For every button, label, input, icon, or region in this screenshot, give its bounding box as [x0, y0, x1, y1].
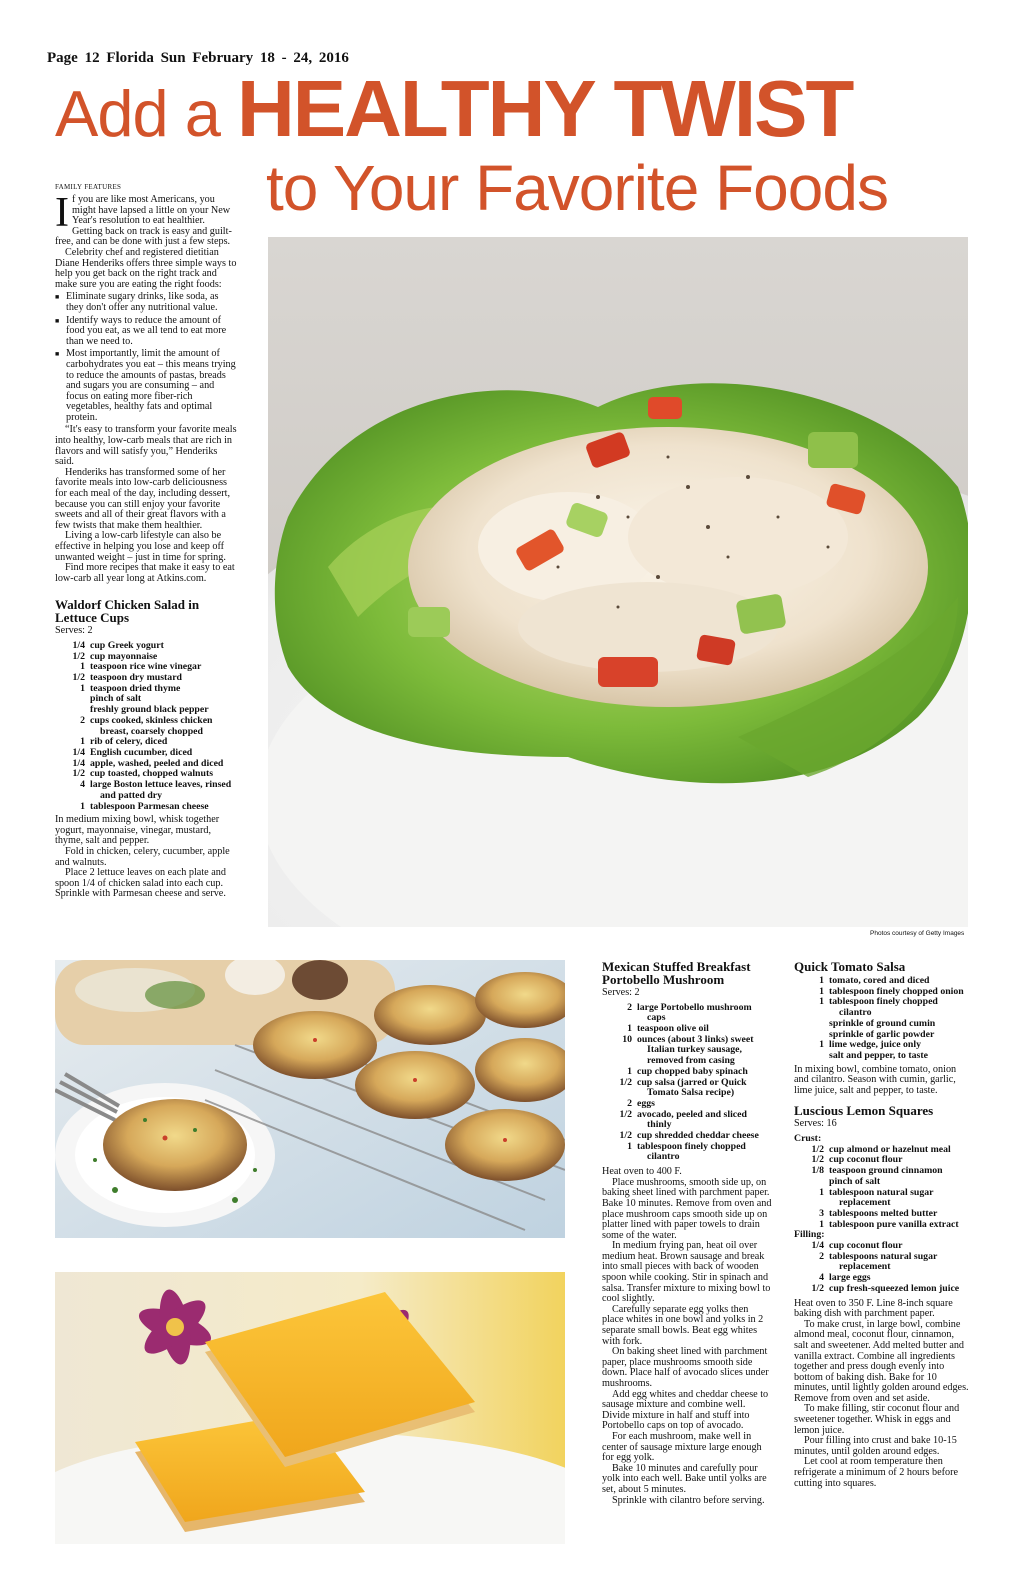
- ingredient-description: avocado, peeled and sliced thinly: [637, 1108, 747, 1131]
- ingredient-row: [602, 1003, 772, 1024]
- intro-paragraph-4: Henderiks has transformed some of her favorite meals into low-carb deliciousness for each meal of the day, including dessert, because you can still enjoy your favorite sweets and all of their great flavors with a few twists that make them healthier.: [55, 466, 231, 531]
- ingredient-quantity: 1: [80, 661, 85, 673]
- ingredient-quantity: 1: [80, 800, 85, 812]
- ingredient-quantity: 1: [819, 996, 824, 1008]
- ingredient-description: teaspoon ground cinnamon: [829, 1165, 943, 1177]
- ingredient-row: [794, 1051, 970, 1062]
- ingredient-quantity: 1/2: [811, 1143, 824, 1155]
- ingredient-quantity: 1/2: [619, 1108, 632, 1120]
- ingredient-description: lime wedge, juice only: [829, 1039, 921, 1051]
- step-paragraph: Pour filling into crust and bake 10-15 minutes, until golden around edges.: [794, 1435, 957, 1457]
- ingredient-description: cup coconut flour: [829, 1240, 903, 1252]
- ingredient-description: large Portobello mushroom caps: [637, 1001, 752, 1024]
- ingredient-list: [602, 1003, 772, 1164]
- ingredient-row: [602, 1110, 772, 1131]
- ingredient-description: rib of celery, diced: [90, 736, 168, 748]
- ingredient-description: cup chopped baby spinach: [637, 1065, 748, 1077]
- ingredient-description: tablespoons natural sugar replacement: [829, 1250, 938, 1273]
- ingredient-description: apple, washed, peeled and diced: [90, 757, 224, 769]
- step-paragraph: Add egg whites and cheddar cheese to sausage mixture and combine well. Divide mixture in half and stuff into Portobello caps on top of avocado.: [602, 1388, 769, 1432]
- step-paragraph: Sprinkle with cilantro before serving.: [612, 1494, 765, 1506]
- ingredient-row: [602, 1035, 772, 1067]
- salad-photo: [268, 237, 968, 927]
- ingredient-list: [794, 1145, 970, 1231]
- recipe-steps: [55, 815, 237, 900]
- ingredient-list: [55, 641, 237, 812]
- step-paragraph: Place mushrooms, smooth side up, on baking sheet lined with parchment paper. Bake 10 minutes. Remove from oven and place mushroom caps smooth side up on platter lined with paper towels to drain some of the water.: [602, 1176, 772, 1241]
- intro-paragraph-3: “It's easy to transform your favorite meals into healthy, low-carb meals that are rich in flavors and will satisfy you,” Henderiks said.: [55, 424, 237, 468]
- recipe-steps: [794, 1065, 970, 1097]
- ingredient-description: teaspoon olive oil: [637, 1023, 709, 1034]
- ingredient-description: freshly ground black pepper: [90, 704, 209, 716]
- lemon-squares-photo: [55, 1272, 565, 1544]
- ingredient-description: teaspoon dried thyme: [90, 682, 181, 694]
- ingredient-row: [602, 1142, 772, 1163]
- ingredient-quantity: 1/4: [72, 747, 85, 758]
- ingredient-quantity: 2: [819, 1250, 824, 1262]
- ingredient-row: [794, 1252, 970, 1273]
- ingredient-quantity: 1: [819, 1218, 824, 1230]
- ingredient-quantity: 1/4: [72, 639, 85, 651]
- intro-paragraph-1: If you are like most Americans, you might have lapsed a little on your New Year's resolution to eat healthier. Getting back on track is easy and guilt-free, and can be done with just a few steps.: [55, 190, 232, 248]
- ingredient-quantity: 1/2: [72, 650, 85, 662]
- ingredient-quantity: 1: [819, 985, 824, 997]
- ingredient-description: salt and pepper, to taste: [829, 1049, 928, 1061]
- step-paragraph: Carefully separate egg yolks then place whites in one bowl and yolks in 2 separate small bowls. Beat egg whites with fork.: [602, 1303, 764, 1347]
- ingredient-quantity: 10: [622, 1033, 632, 1045]
- ingredient-row: [794, 1177, 970, 1188]
- ingredient-description: teaspoon dry mustard: [90, 672, 182, 684]
- headline-prefix: Add a: [55, 77, 220, 150]
- ingredient-quantity: 1/2: [811, 1282, 824, 1294]
- step-paragraph: Let cool at room temperature then refrigerate a minimum of 2 hours before cutting into squares.: [794, 1456, 959, 1489]
- step-paragraph: In mixing bowl, combine tomato, onion and cilantro. Season with cumin, garlic, lime juice, salt and pepper, to taste.: [794, 1063, 957, 1096]
- byline: FAMILY FEATURES: [55, 183, 122, 191]
- ingredient-description: ounces (about 3 links) sweet Italian turkey sausage, removed from casing: [637, 1033, 754, 1067]
- ingredient-description: cup fresh-squeezed lemon juice: [829, 1282, 960, 1294]
- ingredient-description: pinch of salt: [829, 1175, 881, 1187]
- recipe-serves: Serves: 16: [794, 1118, 837, 1130]
- ingredient-description: tablespoon finely chopped cilantro: [637, 1140, 746, 1163]
- step-paragraph: Heat oven to 400 F.: [602, 1166, 682, 1178]
- ingredient-row: [55, 716, 237, 737]
- recipe-title-lemon: Luscious Lemon Squares: [794, 1103, 934, 1119]
- ingredient-quantity: 1/2: [811, 1154, 824, 1166]
- ingredient-quantity: 1: [819, 1186, 824, 1198]
- recipe-title-mexican: Mexican Stuffed Breakfast Portobello Mushroom: [602, 959, 751, 987]
- ingredient-quantity: 2: [80, 714, 85, 726]
- ingredient-quantity: 1: [80, 682, 85, 694]
- ingredient-quantity: [794, 1019, 829, 1030]
- ingredient-description: cup salsa (jarred or Quick Tomato Salsa recipe): [637, 1076, 747, 1099]
- ingredient-description: sprinkle of ground cumin: [829, 1017, 936, 1029]
- ingredient-quantity: 1: [627, 1065, 632, 1077]
- ingredient-quantity: [55, 694, 90, 705]
- ingredient-row: [602, 1078, 772, 1099]
- ingredient-description: tablespoon natural sugar replacement: [829, 1186, 934, 1209]
- ingredient-description: English cucumber, diced: [90, 747, 193, 758]
- ingredient-description: tablespoons melted butter: [829, 1207, 938, 1219]
- intro-paragraph-5: Living a low-carb lifestyle can also be effective in helping you lose and keep off unwanted weight – just in time for spring.: [55, 530, 226, 563]
- ingredient-description: tablespoon finely chopped onion: [829, 985, 964, 997]
- step-paragraph: To make filling, stir coconut flour and sweetener together. Whisk in eggs and lemon juice.: [794, 1403, 960, 1436]
- ingredient-quantity: 4: [80, 779, 85, 791]
- ingredient-quantity: 2: [627, 1097, 632, 1109]
- ingredient-quantity: 1: [819, 1039, 824, 1051]
- ingredient-row: [794, 1188, 970, 1209]
- mushroom-photo: [55, 960, 565, 1238]
- mexican-column: [602, 960, 772, 1506]
- step-paragraph: To make crust, in large bowl, combine almond meal, coconut flour, cinnamon, salt and sweetener. Add melted butter and vanilla extract. Combine all ingredients together and press dough evenly into bottom of baking dish. Bake for 10 minutes, until lightly golden around edges. Remove from oven and set aside.: [794, 1318, 969, 1404]
- ingredient-quantity: 3: [819, 1207, 824, 1219]
- ingredient-row: [794, 1019, 970, 1030]
- step-paragraph: On baking sheet lined with parchment paper, place mushrooms smooth side down. Place half of avocado slices under mushrooms.: [602, 1346, 769, 1390]
- ingredient-description: cup mayonnaise: [90, 650, 158, 662]
- photo-credit: Photos courtesy of Getty Images: [870, 930, 965, 937]
- headline-main: HEALTHY TWIST: [236, 64, 853, 153]
- ingredient-description: tablespoon finely chopped cilantro: [829, 996, 938, 1019]
- bullet-item: ■ Eliminate sugary drinks, like soda, as they don't offer any nutritional value.: [55, 292, 237, 313]
- intro-paragraph-2: Celebrity chef and registered dietitian Diane Henderiks offers three simple ways to help you get back on the right track and make sure you are eating the right foods:: [55, 246, 237, 290]
- ingredient-quantity: 1: [627, 1140, 632, 1152]
- ingredient-description: cup coconut flour: [829, 1154, 903, 1166]
- intro-paragraph-6: Find more recipes that make it easy to eat low-carb all year long at Atkins.com.: [55, 562, 235, 584]
- step-paragraph: Fold in chicken, celery, cucumber, apple and walnuts.: [55, 846, 230, 868]
- ingredient-description: pinch of salt: [90, 693, 142, 705]
- ingredient-quantity: 1/2: [72, 672, 85, 684]
- ingredient-row: [55, 780, 237, 801]
- ingredient-quantity: 1/4: [72, 757, 85, 769]
- filling-label: Filling:: [794, 1229, 825, 1241]
- recipe-title-salsa: Quick Tomato Salsa: [794, 959, 906, 974]
- ingredient-quantity: 1/2: [619, 1076, 632, 1088]
- ingredient-quantity: [794, 1177, 829, 1188]
- intro-column: [55, 190, 237, 900]
- ingredient-quantity: 1/4: [811, 1240, 824, 1252]
- ingredient-row: [794, 1166, 970, 1177]
- recipe-steps: [602, 1167, 772, 1506]
- step-paragraph: In medium mixing bowl, whisk together yogurt, mayonnaise, vinegar, mustard, thyme, salt and pepper.: [55, 814, 220, 847]
- ingredient-description: tablespoon Parmesan cheese: [90, 800, 209, 812]
- ingredient-quantity: 1/2: [72, 768, 85, 780]
- ingredient-row: [794, 1284, 970, 1295]
- ingredient-description: cups cooked, skinless chicken breast, coarsely chopped: [90, 714, 213, 737]
- ingredient-description: cup shredded cheddar cheese: [637, 1130, 759, 1142]
- bullet-item: ■ Identify ways to reduce the amount of food you eat, as we all tend to eat more than we need to.: [55, 316, 237, 348]
- ingredient-description: tablespoon pure vanilla extract: [829, 1218, 959, 1230]
- ingredient-list: [794, 976, 970, 1062]
- recipe-title-waldorf: Waldorf Chicken Salad in Lettuce Cups: [55, 597, 200, 626]
- ingredient-quantity: 2: [627, 1001, 632, 1013]
- page-folio: Page 12 Florida Sun February 18 - 24, 2016: [47, 50, 349, 66]
- ingredient-row: [55, 802, 237, 813]
- ingredient-description: sprinkle of garlic powder: [829, 1028, 935, 1040]
- step-paragraph: In medium frying pan, heat oil over medium heat. Brown sausage and break into small pieces with back of wooden spoon while cooking. Stir in spinach and salsa. Transfer mixture to mixing bowl to cool slightly.: [602, 1240, 771, 1305]
- ingredient-quantity: 1: [627, 1023, 632, 1034]
- salsa-lemon-column: [794, 960, 970, 1489]
- ingredient-row: [55, 684, 237, 695]
- ingredient-description: cup toasted, chopped walnuts: [90, 768, 214, 780]
- ingredient-description: cup almond or hazelnut meal: [829, 1143, 951, 1155]
- ingredient-description: eggs: [637, 1097, 655, 1109]
- headline-line1: [55, 66, 852, 157]
- ingredient-quantity: [794, 1051, 829, 1062]
- bullet-item: ■ Most importantly, limit the amount of carbohydrates you eat – this means trying to reduce the amounts of pastas, breads and sugars you are consuming – and focus on eating more fiber-rich vegetables, healthy fats and optimal protein.: [55, 349, 237, 423]
- recipe-steps: [794, 1299, 970, 1490]
- ingredient-description: tomato, cored and diced: [829, 975, 930, 986]
- ingredient-list: [794, 1241, 970, 1295]
- recipe-serves: Serves: 2: [55, 625, 93, 637]
- drop-cap: I: [55, 190, 69, 236]
- ingredient-description: teaspoon rice wine vinegar: [90, 661, 202, 673]
- crust-label: Crust:: [794, 1133, 822, 1144]
- ingredient-row: [602, 1067, 772, 1078]
- step-paragraph: Bake 10 minutes and carefully pour yolk into each well. Bake until yolks are set, about 5 minutes.: [602, 1462, 767, 1495]
- step-paragraph: Place 2 lettuce leaves on each plate and spoon 1/4 of chicken salad into each cup. Sprinkle with Parmesan cheese and serve.: [55, 867, 226, 900]
- ingredient-description: large Boston lettuce leaves, rinsed and patted dry: [90, 779, 232, 801]
- ingredient-quantity: 1: [80, 736, 85, 748]
- headline-sub: to Your Favorite Foods: [266, 152, 888, 224]
- ingredient-quantity: 4: [819, 1272, 824, 1284]
- ingredient-quantity: 1: [819, 975, 824, 986]
- ingredient-quantity: 1/8: [811, 1165, 824, 1177]
- recipe-serves: Serves: 2: [602, 987, 640, 998]
- step-paragraph: For each mushroom, make well in center of sausage mixture large enough for egg yolk.: [602, 1430, 762, 1464]
- ingredient-description: large eggs: [829, 1272, 871, 1284]
- ingredient-description: cup Greek yogurt: [90, 639, 164, 651]
- step-paragraph: Heat oven to 350 F. Line 8-inch square baking dish with parchment paper.: [794, 1297, 953, 1320]
- ingredient-row: [794, 997, 970, 1018]
- ingredient-quantity: 1/2: [619, 1130, 632, 1142]
